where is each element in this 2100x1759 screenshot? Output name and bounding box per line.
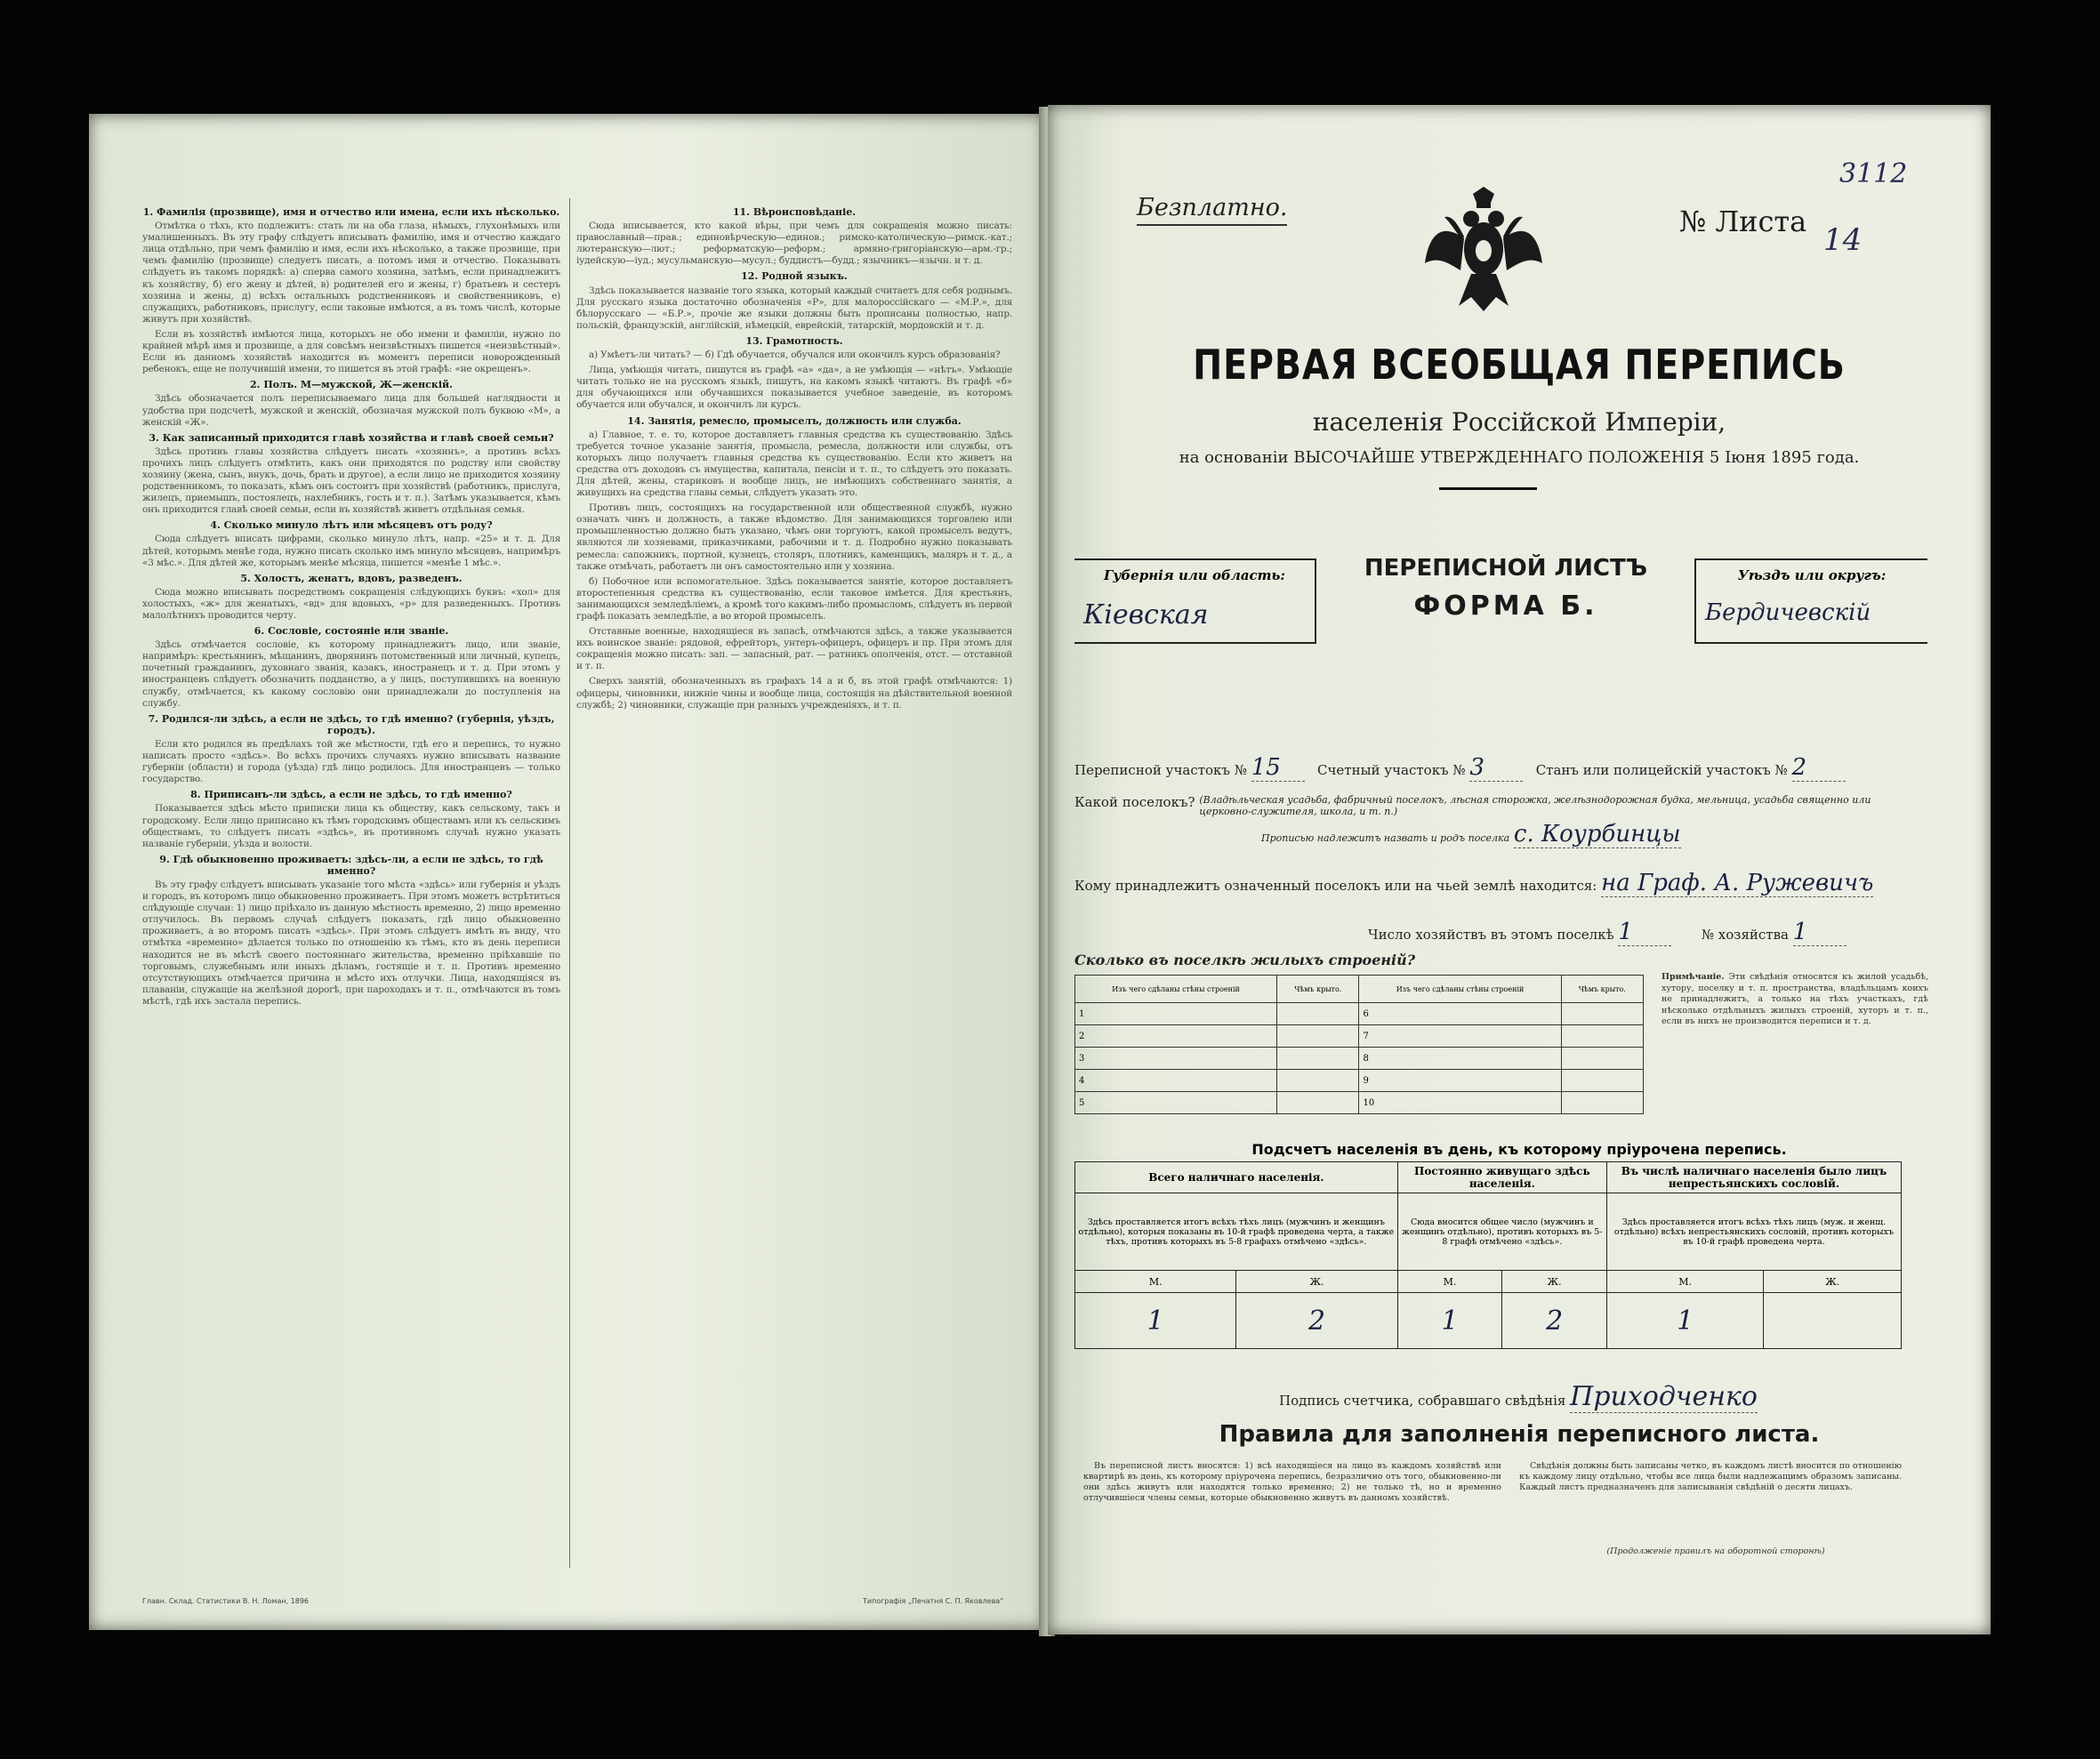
census-district-label: Переписной участокъ № [1074, 762, 1247, 778]
column-1-section-5: 5. Холостъ, женатъ, вдовъ, разведенъ. [240, 572, 463, 584]
column-1-section-3: 3. Как записанный приходится главѣ хозяйства и главѣ своей семьи? [149, 431, 554, 444]
counting-district-label: Счетный участокъ № [1317, 762, 1466, 778]
sex-label-female: Ж. [1236, 1271, 1397, 1293]
row-number: 8 [1359, 1048, 1561, 1070]
sheet-number-value: 14 [1823, 222, 1863, 258]
archive-number: 3112 [1839, 158, 1908, 189]
row-number: 10 [1359, 1092, 1561, 1114]
count-header-present: Всего наличнаго населенія. [1075, 1162, 1398, 1193]
title-divider [1439, 487, 1537, 490]
census-sheet-title: ПЕРЕПИСНОЙ ЛИСТЪ [1364, 555, 1648, 582]
households-value: 1 [1618, 919, 1671, 946]
signature-value: Приходченко [1570, 1381, 1758, 1412]
population-count-title: Подсчетъ населенія въ день, къ которому пріурочена перепись. [1251, 1141, 1787, 1158]
count-non-peasant-male: 1 [1606, 1293, 1763, 1349]
owner-line [1074, 870, 1873, 897]
sex-label-male: М. [1075, 1271, 1236, 1293]
count-desc-present: Здѣсь проставляется итогъ всѣхъ тѣхъ лицъ (мужчинъ и женщинъ отдѣльно), которыя показаны въ 10-й графѣ проведена черта, а также тѣхъ, противъ которыхъ въ 5-8 графахъ отмѣчено «здѣсь». [1075, 1193, 1398, 1271]
column-1-heading: 1. Фамилія (прозвище), имя и отчество или имена, если ихъ нѣсколько. [142, 206, 560, 218]
district-label: Уѣздъ или округъ: [1737, 567, 1887, 583]
row-number: 4 [1075, 1070, 1277, 1092]
right-page [1048, 105, 1991, 1635]
settlement-label: Какой поселокъ? [1074, 794, 1195, 810]
count-resident-male: 1 [1397, 1293, 1502, 1349]
count-resident-female: 2 [1502, 1293, 1607, 1349]
row-number: 6 [1359, 1003, 1561, 1025]
settlement-line [1074, 794, 1893, 817]
row-number: 3 [1075, 1048, 1277, 1070]
subcolumn-education: б) Гдѣ обучается, обучался или окончилъ курсъ образованія? [704, 349, 1001, 361]
household-number-value: 1 [1793, 919, 1847, 946]
province-box [1074, 558, 1316, 644]
table-row [1075, 1048, 1644, 1070]
count-present-male: 1 [1075, 1293, 1236, 1349]
sex-label-female: Ж. [1764, 1271, 1902, 1293]
count-non-peasant-female [1764, 1293, 1902, 1349]
rules-title: Правила для заполненія переписного листа. [1219, 1421, 1820, 1448]
column-1-section-2: 2. Полъ. М—мужской, Ж—женскій. [250, 379, 453, 391]
column-1-section-9: 9. Гдѣ обыкновенно проживаетъ: здѣсь-ли, а если не здѣсь, то гдѣ именно? [159, 853, 543, 877]
row-number: 9 [1359, 1070, 1561, 1092]
left-page [89, 114, 1045, 1630]
buildings-table [1074, 975, 1644, 1114]
imperial-eagle-icon [1421, 185, 1546, 318]
settlement-hint: (Владѣльческая усадьба, фабричный поселокъ, лѣсная сторожка, желѣзнодорожная будка, мельница, усадьба священно или церковно-служителя, школа, и т. п.) [1199, 794, 1871, 817]
province-label: Губернія или область: [1104, 567, 1285, 583]
free-label: Безплатно. [1137, 194, 1287, 226]
sex-label-female: Ж. [1502, 1271, 1607, 1293]
page-subtitle: населенія Россійской Имперіи, [1312, 407, 1726, 437]
households-line [1368, 919, 1847, 946]
subcolumn-read: а) Умѣетъ-ли читать? [589, 349, 691, 361]
page-title: ПЕРВАЯ ВСЕОБЩАЯ ПЕРЕПИСЬ [1193, 341, 1846, 389]
column-1-section-6: 6. Сословіе, состояніе или званіе. [253, 625, 449, 638]
column-1-section-7: 7. Родился-ли здѣсь, а если не здѣсь, то гдѣ именно? (губернія, уѣздъ, городъ). [148, 712, 555, 736]
column-2-section-12: 12. Родной языкъ. [741, 270, 848, 283]
note-text: Эти свѣдѣнія относятся къ жилой усадьбѣ, хутору, поселку и т. п. пространства, владѣльцамъ коихъ не принадлежитъ, а только на тѣхъ участкахъ, гдѣ нѣсколько отдѣльныхъ жилыхъ строеній, хуторъ и т. п., если въ нихъ не производится переписи и т. д. [1661, 972, 1928, 1026]
row-number: 2 [1075, 1025, 1277, 1048]
rules-right-column [1519, 1461, 1902, 1557]
settlement-value: с. Коурбинцы [1513, 821, 1681, 847]
row-number: 5 [1075, 1092, 1277, 1114]
signature-label: Подпись счетчика, собравшаго свѣдѣнія [1279, 1393, 1566, 1409]
count-desc-non-peasant: Здѣсь проставляется итогъ всѣхъ тѣхъ лицъ (муж. и женщ. отдѣльно) всѣхъ непрестьянскихъ сословій, противъ которыхъ въ 10-й графѣ проведена черта. [1606, 1193, 1901, 1271]
column-1-section-8: 8. Приписанъ-ли здѣсь, а если не здѣсь, то гдѣ именно? [190, 789, 512, 801]
signature-line [1279, 1381, 1758, 1413]
province-value: Кіевская [1083, 599, 1209, 631]
row-number: 1 [1075, 1003, 1277, 1025]
buildings-header-roof-2: Чѣмъ крыто. [1561, 976, 1643, 1003]
right-imprint: Типографія „Печатня С. П. Яковлева“ [863, 1597, 1004, 1605]
population-count-table [1074, 1161, 1902, 1349]
column-divider [569, 198, 570, 1568]
owner-value: на Граф. А. Ружевичъ [1601, 870, 1874, 896]
count-header-resident: Постоянно живущаго здѣсь населенія. [1397, 1162, 1606, 1193]
legal-basis: на основаніи ВЫСОЧАЙШЕ УТВЕРЖДЕННАГО ПОЛОЖЕНІЯ 5 Іюня 1895 года. [1179, 448, 1860, 467]
census-district-value: 15 [1251, 754, 1305, 782]
police-district-value: 2 [1792, 754, 1846, 782]
column-2-section-11: 11. Вѣроисповѣданіе. [732, 206, 857, 218]
buildings-title: Сколько въ поселкѣ жилыхъ строеній? [1074, 952, 1416, 968]
column-2-section-13: 13. Грамотность. [745, 334, 843, 347]
buildings-header-roof: Чѣмъ крыто. [1277, 976, 1359, 1003]
counting-district-value: 3 [1469, 754, 1523, 782]
table-row [1075, 1092, 1644, 1114]
sex-label-male: М. [1606, 1271, 1763, 1293]
households-label: Число хозяйствъ въ этомъ поселкѣ [1368, 927, 1614, 943]
sex-label-male: М. [1397, 1271, 1502, 1293]
buildings-note [1661, 972, 1928, 1028]
note-label: Примѣчаніе. [1661, 972, 1725, 982]
count-present-female: 2 [1236, 1293, 1397, 1349]
settlement-value-line [1261, 821, 1681, 848]
sheet-number-label: № Листа [1679, 205, 1807, 238]
left-page-column-1: 1. Фамилія (прозвище), имя и отчество или имена, если ихъ нѣсколько. Отмѣтка о тѣхъ, кто подлежитъ: стать ли на оба глаза, нѣмыхъ, глухонѣмыхъ или умалишенныхъ. Въ эту графу слѣдуетъ вписывать фамилію, имя и отчество каждаго лица отдѣльно, при чемъ фамилію и имя, если ихъ нѣсколько, а также прозвище, при чемъ фамилію (прозвище) следуетъ писать, а потомъ имя и отчество. Показывать слѣдуетъ въ такомъ порядкѣ: а) сперва самого хозяина, затѣмъ, если принадлежитъ къ хозяйству, б) его жену и дѣтей, в) родителей его и жены, г) братьевъ и сестеръ хозяина и жены, д) всѣхъ остальныхъ родственниковъ и свойственниковъ, е) служащихъ, работниковъ, прислугу, если таковые имѣются, а въ томъ числѣ, которые живутъ при хозяйствѣ. Если въ хозяйствѣ имѣются лица, которыхъ не обо имени и фамиліи, нужно по крайней мѣрѣ имя и прозвище, а для совсѣмъ неизвѣстныхъ пишется «неизвѣстный». Если въ данномъ хозяйствѣ находится въ моментъ переписи новорожденный ребенокъ, еще не получившій имени, то пишется въ этой графѣ: «не окрещенъ». 2. Полъ. М—мужской, Ж—женскій. Здѣсь обозначается полъ переписываемаго лица для большей наглядности и удобства при подсчетѣ, мужской и женскій, обозначая мужской полъ буквою «М», а женскій «Ж». 3. Как записанный приходится главѣ хозяйства и главѣ своей семьи? Здѣсь противъ главы хозяйства слѣдуетъ писать «хозяинъ», а противъ всѣхъ прочихъ лицъ слѣдуетъ отмѣтить, какъ они приходятся по родству или свойству хозяину (жена, сынъ, внукъ, дочь, брать и другое), а если лицо не приходится хозяину родственникомъ, то показать, кѣмъ онъ состоитъ при хозяйствѣ (работникъ, прислуга, жилецъ, приемышъ, постоялецъ, нахлебникъ, гость и т. п.). Затѣмъ указывается, кѣмъ онъ приходится главѣ своей семьи, если въ хозяйствѣ живетъ отдѣльная семья. 4. Сколько минуло лѣтъ или мѣсяцевъ отъ роду? Сюда слѣдуетъ вписать цифрами, сколько минуло лѣтъ, напр. «25» и т. д. Для дѣтей, которымъ менѣе года, нужно писать сколько имъ минуло мѣсяцевъ, напримѣръ «3 мѣс.». Для дѣтей же, которымъ менѣе мѣсяца, пишется «менѣе 1 мѣс.». 5. Холостъ, женатъ, вдовъ, разведенъ. Сюда можно вписывать посредствомъ сокращенія слѣдующихъ буквъ: «хол» для холостыхъ, «ж» для женатыхъ, «вд» для вдовыхъ, «р» для разведенныхъ. Противъ малолѣтнихъ проводится черту. 6. Сословіе, состояніе или званіе. Здѣсь отмѣчается сословіе, къ которому принадлежитъ лицо, или званіе, напримѣръ: крестьянинъ, мѣщанинъ, дворянинъ потомственный или личный, купецъ, почетный гражданинъ, духовнаго званія, казакъ, иностранецъ и т. д. При этомъ у иностранцевъ слѣдуетъ обозначить подданство, а у лицъ, поступившихъ на военную службу, отмѣчается, къ какому сословію они принадлежали до поступленія на службу. 7. Родился-ли здѣсь, а если не здѣсь, то гдѣ именно? (губернія, уѣздъ, городъ). Если кто родился въ предѣлахъ той же мѣстности, гдѣ его и перепись, то нужно написать просто «здѣсь». Во всѣхъ прочихъ случаяхъ нужно вписывать название губерніи (области) и города (уѣзда) гдѣ лицо родилось. Для иностранцевъ — только государство. 8. Приписанъ-ли здѣсь, а если не здѣсь, то гдѣ именно? Показывается здѣсь мѣсто приписки лица къ обществу, какъ сельскому, такъ и городскому. Если лицо приписано къ тѣмъ городскимъ обществамъ или къ сельскимъ обществамъ, то слѣдуетъ писать «здѣсь», въ противномъ случаѣ нужно указать названіе губерніи, уѣзда и волости. 9. Гдѣ обыкновенно проживаетъ: здѣсь-ли, а если не здѣсь, то гдѣ именно? Въ эту графу слѣдуетъ вписывать указаніе того мѣста «здѣсь» или губернія и уѣздъ и городъ, въ которомъ лицо обыкновенно проживаетъ. При этомъ можетъ встрѣтиться слѣдующіе случаи: 1) лицо пріѣхало въ данную мѣстность временно, 2) лицо временно отлучилось. Въ первомъ случаѣ слѣдуетъ показать, гдѣ лицо обыкновенно проживаетъ, а во второмъ писать «здѣсь». При этомъ слѣдуетъ имѣть въ виду, что отмѣтка «временно» дѣлается только по отношенію къ тѣмъ, кто въ день переписи находится не въ мѣстѣ своего постояннаго жительства, временно пріѣхавшіе по торговымъ, служебнымъ или иныхъ дѣламъ, гостящіе и т. п. Противъ временно отсутствующихъ отмѣчается причина и мѣсто ихъ отлучки. Лица, находящіяся въ плаваніи, служащіе на желѣзной дорогѣ, при пароходахъ и т. п., отмѣчаются въ томъ мѣстѣ, гдѣ ихъ застала перепись. [142, 206, 560, 1007]
table-row [1075, 1070, 1644, 1092]
police-district-label: Станъ или полицейскій участокъ № [1535, 762, 1788, 778]
table-row [1075, 1025, 1644, 1048]
rules-continued-note: (Продолженіе правилъ на оборотной сторонѣ) [1606, 1546, 1825, 1556]
district-value: Бердичевскій [1705, 599, 1871, 626]
left-imprint: Главн. Склад. Статистики В. Н. Ломан, 1896 [142, 1597, 310, 1605]
column-2-section-14: 14. Занятія, ремесло, промыселъ, должность или служба. [627, 414, 961, 427]
districts-line [1074, 754, 1846, 782]
count-header-non-peasant: Въ числѣ наличнаго населенія было лицъ непрестьянскихъ сословій. [1606, 1162, 1901, 1193]
column-1-section-4: 4. Сколько минуло лѣтъ или мѣсяцевъ отъ роду? [210, 519, 493, 532]
household-number-label: № хозяйства [1701, 927, 1789, 943]
form-title: ФОРМА Б. [1413, 590, 1598, 622]
buildings-header-walls: Изъ чего сдѣланы стѣны строеній [1075, 976, 1277, 1003]
buildings-header-walls-2: Изъ чего сдѣланы стѣны строеній [1359, 976, 1561, 1003]
row-number: 7 [1359, 1025, 1561, 1048]
settlement-hint-2: Прописью надлежитъ назвать и родъ поселка [1261, 832, 1510, 844]
rules-left-column: Въ переписной листъ вносятся: 1) всѣ находящіеся на лицо въ каждомъ хозяйствѣ или квартирѣ въ день, къ которому пріурочена перепись, безразлично отъ того, обыкновенно-ли они здѣсь живутъ или находятся только временно; 2) не только тѣ, но и временно отлучившіеся члены семьи, которые обыкновенно живутъ въ данномъ хозяйствѣ. [1083, 1461, 1501, 1503]
district-box [1694, 558, 1927, 644]
owner-label: Кому принадлежитъ означенный поселокъ или на чьей землѣ находится: [1074, 878, 1597, 894]
rules-right-text: Свѣдѣнія должны быть записаны четко, въ каждомъ листѣ вносится по отношенію къ каждому лицу отдѣльно, чтобы все лица были надлежащимъ образомъ записаны. Каждый листъ предназначенъ для записыванія свѣдѣній о десяти лицахъ. [1519, 1461, 1902, 1492]
table-row [1075, 1003, 1644, 1025]
left-page-column-2: 11. Вѣроисповѣданіе. Сюда вписывается, кто какой вѣры, при чемъ для сокращенія можно писать: православный—прав.; единовѣрческую—единов.; римско-католическую—римск.-кат.; лютеранскую—лют.; реформатскую—реформ.; армяно-григоріанскую—арм.-гр.; іудейскую—іуд.; мусульманскую—мусул.; буддистъ—будд.; язычникъ—язычн. и т. д. 12. Родной языкъ. Здѣсь показывается названіе того языка, который каждый считаетъ для себя роднымъ. Для русскаго языка достаточно обозначенія «Р», для малороссійскаго — «М.Р.», для бѣлорусскаго — «Б.Р.», прочіе же языки должны быть прописаны полностью, напр. польскій, французскій, англійскій, нѣмецкій, еврейскій, татарскій, мордовскій и т. д. 13. Грамотность. а) Умѣетъ-ли читать? — б) Гдѣ обучается, обучался или окончилъ курсъ образованія? Лица, умѣющія читать, пишутся въ графѣ «а» «да», а не умѣющія — «нѣтъ». Умѣющіе читать только не на русскомъ языкѣ, пишутъ, на какомъ языкѣ читаютъ. Въ графѣ «б» для обучающихся или обучавшихся показывается учебное заведеніе, въ которомъ обучается или обучался, и окончилъ ли курсъ. 14. Занятія, ремесло, промыселъ, должность или служба. а) Главное, т. е. то, которое доставляетъ главныя средства къ существованію. Здѣсь требуется точное указаніе занятія, промысла, ремесла, должности или службы, отъ которыхъ лицо получаетъ главныя средства къ существованію. Если кто живетъ на средства отъ доходовъ съ имущества, капитала, пенсіи и т. п., то слѣдуетъ это показать. Для дѣтей, жены, стариковъ и вообще лицъ, не имѣющихъ собственнаго занятія, а живущихъ на средства главы семьи, слѣдуетъ указать это. Противъ лицъ, состоящихъ на государственной или общественной службѣ, нужно означать чинъ и должность, а также вѣдомство. Для занимающихся торговлею или промышленностью должно быть указано, чѣмъ они торгуютъ, какой промыселъ ведутъ, являются ли хозяевами, приказчиками, рабочими и т. д. Подробно нужно показывать ремесла: сапожникъ, портной, кузнецъ, столяръ, плотникъ, каменщикъ, маляръ и т. д., а также отмѣчать, работаетъ ли онъ самостоятельно или у хозяина. б) Побочное или вспомогательное. Здѣсь показывается занятіе, которое доставляетъ второстепенныя средства къ существованію, если таковое имѣется. Для крестьянъ, занимающихся земледѣліемъ, а кромѣ того какимъ-либо промысломъ, слѣдуетъ въ первой графѣ показать земледѣліе, а во второй промыселъ. Отставные военные, находящіеся въ запасѣ, отмѣчаются здѣсь, а также указывается ихъ воинское званіе: рядовой, ефрейторъ, унтеръ-офицеръ, офицеръ и пр. При этомъ для сокращенія можно писать: зап. — запасный, рат. — ратникъ ополченія, отст. — отставной и т. п. Сверхъ занятій, обозначенныхъ въ графахъ 14 а и б, въ этой графѣ отмѣчаются: 1) офицеры, чиновники, нижніе чины и вообще лица, состоящія на дѣйствительной военной службѣ; 2) чиновники, служащіе при разныхъ учрежденіяхъ, и т. п. [576, 206, 1012, 711]
count-desc-resident: Сюда вносится общее число (мужчинъ и женщинъ отдѣльно), противъ которыхъ въ 5-8 графѣ отмѣчено «здѣсь». [1397, 1193, 1606, 1271]
